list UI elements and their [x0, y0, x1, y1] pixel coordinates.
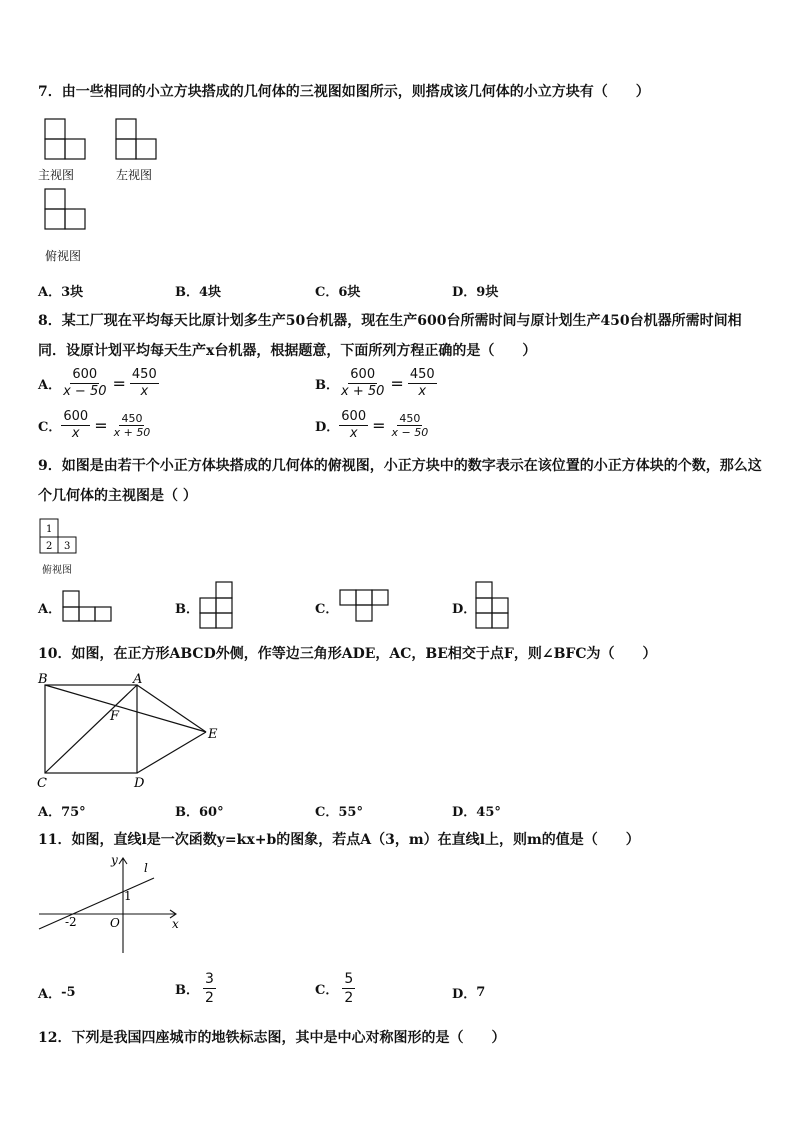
- q7-option-b[interactable]: B．4块: [175, 285, 222, 300]
- line-label-l: l: [144, 861, 148, 875]
- q8-option-a[interactable]: [38, 367, 159, 400]
- denominator: x: [140, 384, 149, 399]
- q7-left-cell: [116, 139, 136, 159]
- segment-be: [45, 685, 206, 732]
- denominator: x + 50: [113, 426, 151, 439]
- q7-front-cell: [45, 139, 65, 159]
- numerator: 600: [72, 367, 98, 382]
- denominator: 2: [344, 990, 354, 1006]
- q8-rhs-fraction: [408, 367, 437, 400]
- q8-lhs-fraction: [61, 367, 108, 400]
- denominator: x − 50: [63, 384, 107, 399]
- q9-top-view-grid: [38, 516, 82, 556]
- q8-rhs-fraction: [112, 412, 153, 439]
- q9-stem-line2: 个几何体的主视图是（ ）: [38, 488, 197, 504]
- q8-option-label: A．: [38, 378, 62, 393]
- q7-front-cell: [45, 119, 65, 139]
- point-label-c: C: [37, 776, 47, 791]
- q9-grid-number: 2: [46, 541, 53, 552]
- q11-option-c[interactable]: [315, 970, 355, 1007]
- q7-option-a[interactable]: A．3块: [38, 285, 84, 300]
- q8-lhs-fraction: [339, 409, 368, 442]
- q7-front-caption: 主视图: [38, 168, 75, 182]
- q8-option-d[interactable]: [315, 409, 430, 442]
- denominator: 2: [205, 990, 214, 1006]
- q12-stem: 12．下列是我国四座城市的地铁标志图，其中是中心对称图形的是（ ）: [38, 1030, 506, 1046]
- q7-front-and-left-views: [38, 112, 178, 172]
- point-label-d: D: [134, 776, 145, 791]
- q11-option-label: A．: [38, 987, 62, 1002]
- x-axis-label: x: [172, 917, 179, 931]
- numerator: 450: [409, 367, 435, 382]
- numerator: 450: [131, 367, 157, 382]
- q9-option-d-figure[interactable]: [474, 579, 512, 631]
- q8-option-label: D．: [315, 420, 340, 435]
- numerator: 5: [344, 971, 354, 987]
- denominator: x − 50: [391, 426, 429, 439]
- equals-sign: =: [94, 416, 108, 435]
- q7-top-view: [38, 186, 98, 236]
- q11-stem: 11．如图，直线l是一次函数y=kx+b的图象，若点A（3，m）在直线l上，则m的值是（ ）: [38, 832, 640, 848]
- line-l: [39, 878, 154, 929]
- q9-option-a-figure[interactable]: [60, 588, 114, 626]
- q9-option-b-figure[interactable]: [198, 579, 236, 631]
- point-label-a: A: [133, 672, 143, 687]
- q9-grid-number: 3: [64, 541, 71, 552]
- q11-option-value: 7: [476, 985, 486, 1000]
- q9-top-caption: 俯视图: [42, 565, 72, 576]
- point-label-f: F: [110, 709, 120, 724]
- point-label-e: E: [208, 727, 218, 742]
- q7-left-cell: [136, 139, 156, 159]
- q7-top-cell: [65, 209, 85, 229]
- q11-option-a[interactable]: [38, 983, 76, 1002]
- q8-rhs-fraction: [130, 367, 159, 400]
- equals-sign: =: [112, 374, 126, 393]
- q11-option-d[interactable]: [452, 983, 485, 1002]
- q7-option-d[interactable]: D．9块: [452, 285, 499, 300]
- q10-option-c[interactable]: C．55°: [315, 805, 363, 820]
- q11-option-fraction: [203, 970, 216, 1007]
- q8-lhs-fraction: [339, 367, 386, 400]
- numerator: 600: [341, 409, 367, 424]
- q11-option-fraction: [342, 970, 355, 1007]
- x-intercept-label: -2: [65, 915, 77, 929]
- q9-stem-line1: 9．如图是由若干个小正方体块搭成的几何体的俯视图，小正方块中的数字表示在该位置的小正方体块的个数，那么这: [38, 458, 762, 474]
- numerator: 600: [63, 409, 89, 424]
- q9-option-c-label[interactable]: C．: [315, 602, 339, 617]
- q7-option-c[interactable]: C．6块: [315, 285, 361, 300]
- q8-option-c[interactable]: [38, 409, 152, 442]
- q11-option-label: D．: [452, 987, 477, 1002]
- q7-top-caption: 俯视图: [45, 249, 82, 263]
- q10-square-triangle-figure: [30, 668, 230, 794]
- q9-option-b-label[interactable]: B．: [175, 602, 199, 617]
- q11-option-value: -5: [61, 985, 76, 1000]
- denominator: x: [349, 426, 358, 441]
- denominator: x: [71, 426, 80, 441]
- q10-option-b[interactable]: B．60°: [175, 805, 224, 820]
- q8-rhs-fraction: [390, 412, 431, 439]
- q8-option-label: C．: [38, 420, 62, 435]
- equals-sign: =: [390, 374, 404, 393]
- segment-de: [137, 732, 206, 773]
- numerator: 600: [350, 367, 376, 382]
- origin-label: O: [110, 916, 120, 930]
- q7-front-cell: [65, 139, 85, 159]
- q9-option-d-label[interactable]: D．: [452, 602, 477, 617]
- numerator: 450: [399, 412, 421, 425]
- q9-option-a-label[interactable]: A．: [38, 602, 62, 617]
- q7-left-caption: 左视图: [116, 168, 153, 182]
- numerator: 3: [205, 971, 214, 987]
- q7-top-cell: [45, 189, 65, 209]
- q8-option-label: B．: [315, 378, 339, 393]
- denominator: x + 50: [341, 384, 385, 399]
- q7-stem: 7．由一些相同的小立方块搭成的几何体的三视图如图所示，则搭成该几何体的小立方块有（ ）: [38, 84, 650, 100]
- q10-option-d[interactable]: D．45°: [452, 805, 501, 820]
- q8-option-b[interactable]: [315, 367, 437, 400]
- q9-grid-number: 1: [46, 524, 53, 535]
- q10-stem: 10．如图，在正方形ABCD外侧，作等边三角形ADE，AC，BE相交于点F，则∠BFC为（ ）: [38, 646, 657, 662]
- equals-sign: =: [372, 416, 386, 435]
- q11-coordinate-figure: [36, 852, 186, 958]
- y-intercept-label: 1: [124, 889, 132, 903]
- point-label-b: B: [38, 672, 48, 687]
- q8-lhs-fraction: [61, 409, 90, 442]
- q11-option-label: C．: [315, 983, 339, 998]
- q9-option-c-figure[interactable]: [338, 588, 390, 624]
- q11-option-b[interactable]: [175, 970, 216, 1007]
- segment-ae: [137, 685, 206, 732]
- q10-option-a[interactable]: A．75°: [38, 805, 86, 820]
- y-axis-label: y: [111, 853, 118, 867]
- denominator: x: [418, 384, 427, 399]
- q8-stem-line2: 同．设原计划平均每天生产x台机器，根据题意，下面所列方程正确的是（ ）: [38, 343, 537, 359]
- numerator: 450: [121, 412, 143, 425]
- q8-stem-line1: 8．某工厂现在平均每天比原计划多生产50台机器，现在生产600台所需时间与原计划生产450台机器所需时间相: [38, 313, 742, 329]
- q11-option-label: B．: [175, 983, 199, 998]
- q7-top-cell: [45, 209, 65, 229]
- q7-left-cell: [116, 119, 136, 139]
